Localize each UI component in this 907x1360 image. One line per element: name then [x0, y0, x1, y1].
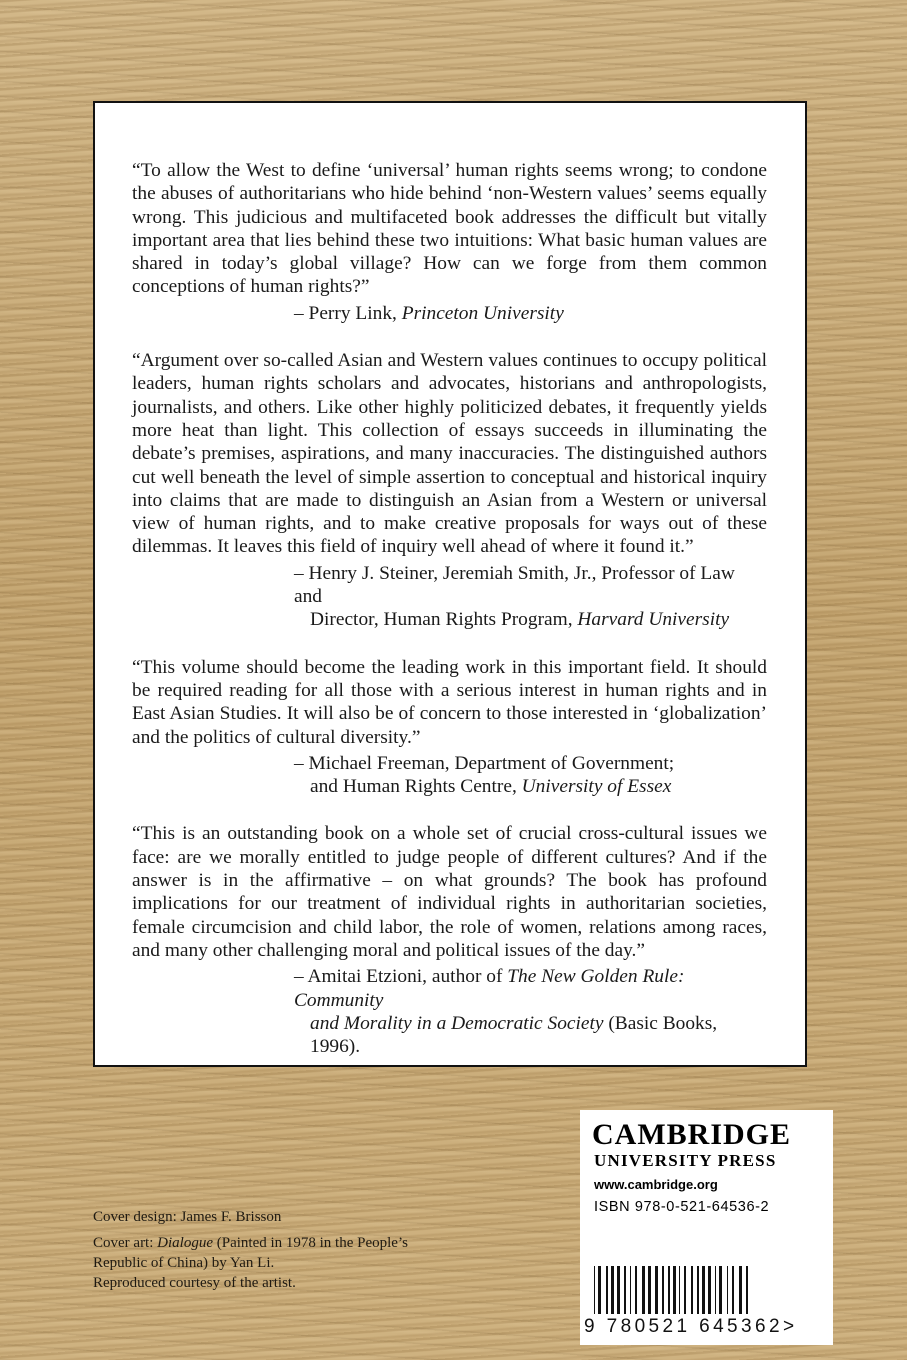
- cover-art-reproduced: Reproduced courtesy of the artist.: [93, 1275, 296, 1291]
- barcode-digits: [584, 1316, 829, 1338]
- blurb-quote-2: “Argument over so-called Asian and Western values continues to occupy political leaders, human rights scholars and advocates, historians and anthropologists, journalists, and others. Like other highly politicized debates, it frequently yields more heat than light. This collection of essays succeeds in illuminating the debate’s premises, aspirations, and many inaccuracies. The distinguished authors cut well beneath the level of simple assertion to conceptual and historical inquiry into claims that are made to distinguish an Asian from a Western or universal view of human rights, and to make creative proposals for ways out of these dilemmas. It leaves this field of inquiry well ahead of where it found it.”: [132, 350, 767, 558]
- barcode-area: [580, 1300, 833, 1345]
- cover-design-credit: Cover design: James F. Brisson: [93, 1209, 282, 1225]
- blurb-attribution-2: [132, 562, 767, 632]
- attribution-book-title: and Morality in a Democratic Society: [310, 1012, 604, 1034]
- attribution-line-text: – Amitai Etzioni, author of: [294, 966, 508, 988]
- publisher-subtitle: UNIVERSITY PRESS: [594, 1151, 777, 1170]
- blurb-panel: [93, 101, 807, 1067]
- attribution-name: – Perry Link,: [294, 302, 402, 324]
- attribution-line-text: and Human Rights Centre,: [310, 776, 522, 798]
- cover-art-prefix: Cover art:: [93, 1235, 158, 1251]
- attribution-line-text: Director, Human Rights Program,: [310, 609, 578, 631]
- attribution-line: – Michael Freeman, Department of Government;: [294, 752, 675, 774]
- blurb-attribution-3: [132, 752, 767, 799]
- cover-art-credit: [93, 1233, 423, 1293]
- blurb-quote-1: “To allow the West to define ‘universal’ human rights seems wrong; to condone the abuses of authoritarians who hide behind ‘non-Western values’ seems equally wrong. This judicious and multifaceted book addresses the difficult but vitally important area that lies behind these two intuitions: What basic human values are shared in today’s global village? How can we forge from them common conceptions of human rights?”: [132, 160, 767, 298]
- barcode-icon: [592, 1266, 821, 1314]
- attribution-affiliation: Harvard University: [577, 609, 730, 631]
- attribution-line: [294, 775, 767, 798]
- attribution-line: [294, 965, 767, 1012]
- attribution-line: – Henry J. Steiner, Jeremiah Smith, Jr., Professor of Law and: [294, 562, 735, 608]
- attribution-affiliation: Princeton University: [401, 302, 564, 324]
- blurb-quote-4: “This is an outstanding book on a whole set of crucial cross-cultural issues we face: are we morally entitled to judge people of different cultures? And if the answer is in the affirmative – on what grounds? The book has profound implications for our treatment of individual rights in authoritarian societies, female circumcision and child labor, the role of women, relations among races, and many other challenging moral and political issues of the day.”: [132, 823, 767, 961]
- blurb-attribution-4: [132, 965, 767, 1058]
- attribution-line: [294, 608, 767, 631]
- cover-credits: [93, 1207, 423, 1299]
- isbn-text: ISBN 978-0-521-64536-2: [594, 1199, 770, 1215]
- attribution-line: [294, 1012, 767, 1059]
- barcode-number: 9 780521 645362: [584, 1316, 783, 1337]
- cover-art-title: Dialogue: [157, 1235, 213, 1251]
- barcode-arrow: >: [782, 1316, 798, 1337]
- publisher-name: CAMBRIDGE: [592, 1118, 792, 1151]
- blurb-attribution-1: [132, 302, 767, 325]
- publisher-url: www.cambridge.org: [594, 1177, 718, 1192]
- attribution-line-text: (Basic Books, 1996).: [310, 1012, 718, 1058]
- attribution-book-title: The New Golden Rule: Community: [294, 966, 685, 1011]
- cover-art-details: (Painted in 1978 in the People’s Republic of China) by Yan Li.: [93, 1235, 408, 1271]
- attribution-affiliation: University of Essex: [521, 776, 672, 798]
- blurb-quote-3: “This volume should become the leading work in this important field. It should be required reading for all those with a serious interest in human rights and in East Asian Studies. It will also be of concern to those interested in ‘globalization’ and the politics of cultural diversity.”: [132, 656, 767, 748]
